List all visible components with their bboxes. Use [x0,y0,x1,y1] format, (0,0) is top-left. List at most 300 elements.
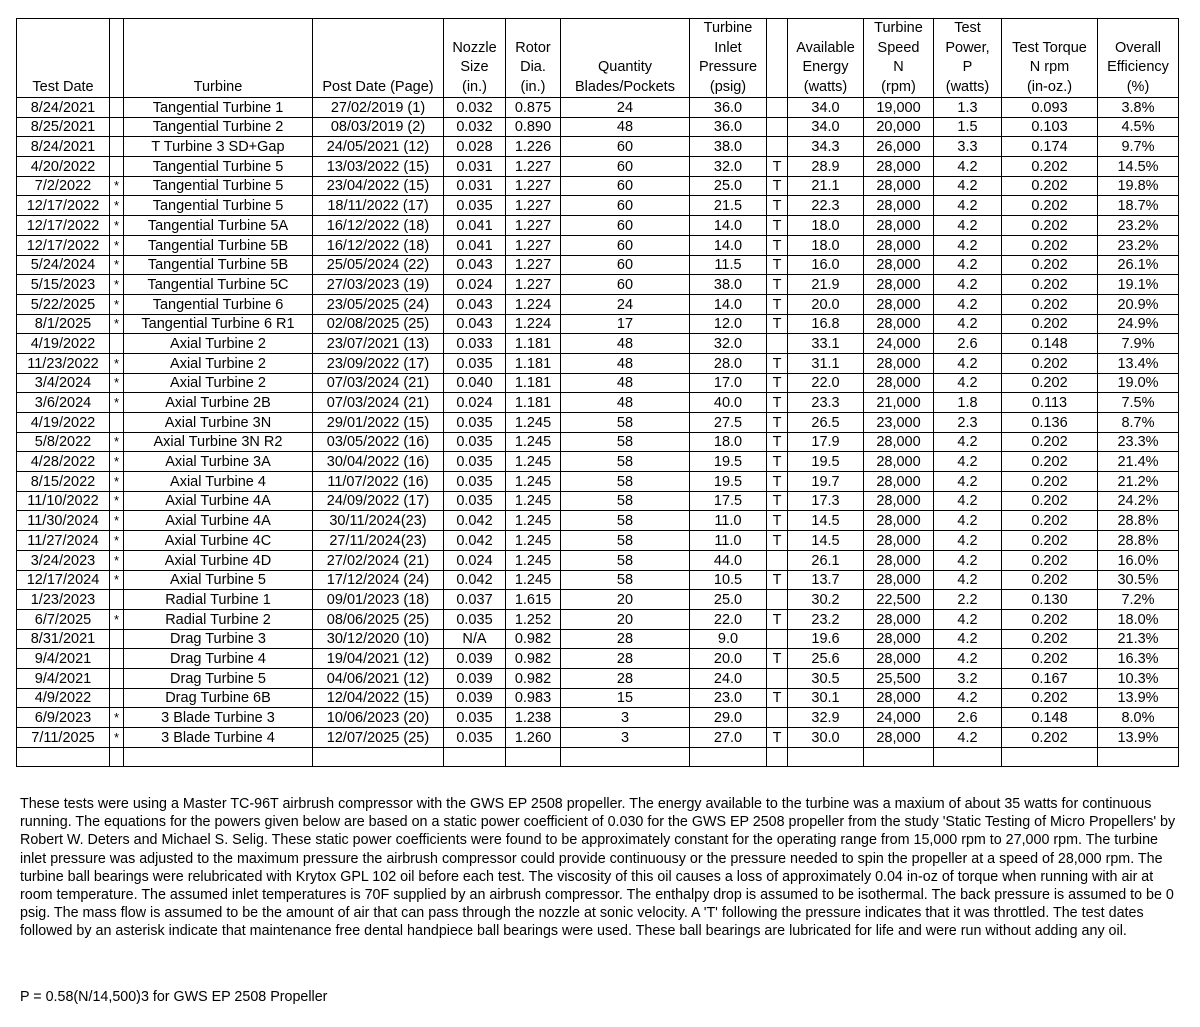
rotor-dia-cell: 1.252 [506,609,561,629]
nozzle-size-cell: 0.024 [444,275,506,295]
nozzle-size-cell: 0.024 [444,550,506,570]
turbine-cell: 3 Blade Turbine 3 [124,708,313,728]
available-energy-cell: 30.5 [788,668,864,688]
rotor-dia-cell: 1.245 [506,491,561,511]
throttle-flag-cell: T [767,294,788,314]
nozzle-size-cell: 0.035 [444,452,506,472]
blade-quantity-cell: 3 [561,728,690,748]
throttle-flag-cell: T [767,728,788,748]
blade-quantity-cell: 48 [561,373,690,393]
turbine-cell: Tangential Turbine 1 [124,98,313,118]
inlet-pressure-cell: 36.0 [690,117,767,137]
post-date-cell: 23/05/2025 (24) [313,294,444,314]
rotor-dia-cell: 1.181 [506,373,561,393]
throttle-flag-cell: T [767,511,788,531]
inlet-pressure-cell: 27.5 [690,413,767,433]
available-energy-cell: 34.3 [788,137,864,157]
table-row [17,275,1179,295]
table-row [17,393,1179,413]
header-line: Available [796,39,855,56]
post-date-cell: 13/03/2022 (15) [313,157,444,177]
test-date-cell: 7/2/2022 [17,176,110,196]
turbine-speed-cell: 24,000 [864,334,934,354]
throttle-flag-cell: T [767,688,788,708]
header-line: (psig) [709,78,747,95]
turbine-speed-cell: 28,000 [864,570,934,590]
table-row [17,334,1179,354]
blade-quantity-cell: 58 [561,452,690,472]
turbine-speed-cell: 28,000 [864,472,934,492]
inlet-pressure-cell: 19.5 [690,452,767,472]
bearing-flag-cell [110,629,124,649]
nozzle-size-cell: 0.042 [444,570,506,590]
nozzle-size-cell: 0.040 [444,373,506,393]
test-torque-cell: 0.202 [1002,294,1098,314]
nozzle-size-cell: 0.031 [444,157,506,177]
turbine-speed-cell: 22,500 [864,590,934,610]
bearing-flag-cell: * [110,452,124,472]
header-line: Size [460,59,489,75]
blade-quantity-cell: 60 [561,196,690,216]
nozzle-size-cell: 0.028 [444,137,506,157]
overall-efficiency-cell: 23.3% [1098,432,1179,452]
test-power-cell: 4.2 [934,255,1002,275]
available-energy-cell: 30.1 [788,688,864,708]
throttle-flag-cell: T [767,570,788,590]
test-date-cell: 5/8/2022 [17,432,110,452]
available-energy-cell: 19.5 [788,452,864,472]
empty-cell [506,747,561,766]
inlet-pressure-cell: 20.0 [690,649,767,669]
header-line: Efficiency [1107,59,1169,75]
throttle-flag-cell: T [767,255,788,275]
overall-efficiency-cell: 24.2% [1098,491,1179,511]
turbine-cell: Axial Turbine 5 [124,570,313,590]
turbine-speed-cell: 23,000 [864,413,934,433]
throttle-flag-cell: T [767,353,788,373]
overall-efficiency-cell: 26.1% [1098,255,1179,275]
header-line: Test Date [32,78,94,95]
post-date-cell: 07/03/2024 (21) [313,393,444,413]
inlet-pressure-cell: 25.0 [690,176,767,196]
test-date-cell: 1/23/2023 [17,590,110,610]
available-energy-cell: 23.3 [788,393,864,413]
turbine-cell: Tangential Turbine 5A [124,216,313,236]
test-torque-cell: 0.202 [1002,373,1098,393]
test-torque-cell: 0.148 [1002,334,1098,354]
inlet-pressure-cell: 36.0 [690,98,767,118]
inlet-pressure-cell: 38.0 [690,137,767,157]
rotor-dia-cell: 1.227 [506,176,561,196]
throttle-flag-cell [767,708,788,728]
overall-efficiency-cell: 20.9% [1098,294,1179,314]
test-power-cell: 2.6 [934,708,1002,728]
header-throttle-flag [767,19,788,98]
post-date-cell: 04/06/2021 (12) [313,668,444,688]
inlet-pressure-cell: 22.0 [690,609,767,629]
test-torque-cell: 0.202 [1002,491,1098,511]
turbine-speed-cell: 25,500 [864,668,934,688]
test-date-cell: 8/1/2025 [17,314,110,334]
bearing-flag-cell [110,137,124,157]
turbine-speed-cell: 19,000 [864,98,934,118]
header-line: Speed [877,39,920,56]
turbine-speed-cell: 28,000 [864,531,934,551]
turbine-cell: Drag Turbine 5 [124,668,313,688]
rotor-dia-cell: 1.245 [506,570,561,590]
test-power-cell: 4.2 [934,688,1002,708]
rotor-dia-cell: 1.224 [506,314,561,334]
post-date-cell: 27/02/2024 (21) [313,550,444,570]
throttle-flag-cell: T [767,275,788,295]
test-date-cell: 8/24/2021 [17,98,110,118]
test-power-cell: 4.2 [934,196,1002,216]
post-date-cell: 10/06/2023 (20) [313,708,444,728]
inlet-pressure-cell: 11.0 [690,531,767,551]
turbine-cell: Axial Turbine 4A [124,511,313,531]
test-torque-cell: 0.202 [1002,629,1098,649]
empty-cell [690,747,767,766]
bearing-flag-cell: * [110,432,124,452]
available-energy-cell: 33.1 [788,334,864,354]
table-row [17,609,1179,629]
blade-quantity-cell: 48 [561,117,690,137]
test-power-cell: 4.2 [934,511,1002,531]
blade-quantity-cell: 24 [561,98,690,118]
table-row [17,511,1179,531]
header-nozzle-size [444,19,506,98]
test-torque-cell: 0.202 [1002,353,1098,373]
overall-efficiency-cell: 4.5% [1098,117,1179,137]
overall-efficiency-cell: 23.2% [1098,216,1179,236]
available-energy-cell: 16.8 [788,314,864,334]
bearing-flag-cell [110,413,124,433]
header-bearing-flag [110,19,124,98]
overall-efficiency-cell: 7.9% [1098,334,1179,354]
header-turbine-speed [864,19,934,98]
throttle-flag-cell: T [767,393,788,413]
test-date-cell: 4/20/2022 [17,157,110,177]
available-energy-cell: 14.5 [788,531,864,551]
available-energy-cell: 17.3 [788,491,864,511]
blade-quantity-cell: 58 [561,491,690,511]
test-torque-cell: 0.167 [1002,668,1098,688]
table-row [17,157,1179,177]
table-row [17,216,1179,236]
test-date-cell: 11/27/2024 [17,531,110,551]
table-row [17,688,1179,708]
turbine-speed-cell: 28,000 [864,255,934,275]
available-energy-cell: 32.9 [788,708,864,728]
overall-efficiency-cell: 16.3% [1098,649,1179,669]
throttle-flag-cell: T [767,216,788,236]
turbine-cell: Tangential Turbine 6 [124,294,313,314]
turbine-speed-cell: 28,000 [864,353,934,373]
nozzle-size-cell: 0.042 [444,511,506,531]
header-rotor-dia [506,19,561,98]
test-torque-cell: 0.202 [1002,609,1098,629]
bearing-flag-cell [110,649,124,669]
header-line: Turbine [703,20,753,36]
turbine-speed-cell: 28,000 [864,176,934,196]
test-date-cell: 8/31/2021 [17,629,110,649]
test-torque-cell: 0.103 [1002,117,1098,137]
turbine-speed-cell: 20,000 [864,117,934,137]
test-torque-cell: 0.130 [1002,590,1098,610]
table-row [17,176,1179,196]
post-date-cell: 02/08/2025 (25) [313,314,444,334]
blade-quantity-cell: 60 [561,176,690,196]
empty-cell [124,747,313,766]
turbine-speed-cell: 28,000 [864,196,934,216]
post-date-cell: 27/11/2024(23) [313,531,444,551]
post-date-cell: 24/09/2022 (17) [313,491,444,511]
nozzle-size-cell: 0.024 [444,393,506,413]
turbine-cell: Axial Turbine 2B [124,393,313,413]
turbine-cell: Axial Turbine 2 [124,353,313,373]
overall-efficiency-cell: 28.8% [1098,531,1179,551]
nozzle-size-cell: 0.035 [444,609,506,629]
bearing-flag-cell [110,590,124,610]
turbine-cell: 3 Blade Turbine 4 [124,728,313,748]
available-energy-cell: 31.1 [788,353,864,373]
header-line: P [962,59,973,75]
post-date-cell: 23/09/2022 (17) [313,353,444,373]
table-row [17,413,1179,433]
header-line: Quantity [598,59,652,75]
available-energy-cell: 13.7 [788,570,864,590]
test-power-cell: 1.5 [934,117,1002,137]
nozzle-size-cell: N/A [444,629,506,649]
test-power-cell: 2.3 [934,413,1002,433]
post-date-cell: 09/01/2023 (18) [313,590,444,610]
turbine-speed-cell: 28,000 [864,649,934,669]
empty-cell [788,747,864,766]
test-power-cell: 2.2 [934,590,1002,610]
blade-quantity-cell: 58 [561,472,690,492]
blade-quantity-cell: 48 [561,393,690,413]
available-energy-cell: 26.5 [788,413,864,433]
header-test-date [17,19,110,98]
table-row [17,649,1179,669]
nozzle-size-cell: 0.039 [444,668,506,688]
header-inlet-pressure [690,19,767,98]
nozzle-size-cell: 0.042 [444,531,506,551]
header-test-power [934,19,1002,98]
overall-efficiency-cell: 13.4% [1098,353,1179,373]
turbine-cell: Axial Turbine 4 [124,472,313,492]
nozzle-size-cell: 0.041 [444,216,506,236]
table-row [17,314,1179,334]
header-line: (in-oz.) [1026,78,1073,95]
available-energy-cell: 21.1 [788,176,864,196]
nozzle-size-cell: 0.043 [444,314,506,334]
bearing-flag-cell: * [110,472,124,492]
post-date-cell: 16/12/2022 (18) [313,235,444,255]
available-energy-cell: 34.0 [788,117,864,137]
bearing-flag-cell: * [110,708,124,728]
overall-efficiency-cell: 10.3% [1098,668,1179,688]
overall-efficiency-cell: 23.2% [1098,235,1179,255]
header-line: Blades/Pockets [575,78,675,95]
rotor-dia-cell: 1.227 [506,216,561,236]
bearing-flag-cell: * [110,235,124,255]
test-power-cell: 4.2 [934,176,1002,196]
table-row [17,235,1179,255]
header-line: Post Date (Page) [322,78,434,95]
header-line: (watts) [803,78,848,95]
turbine-cell: Radial Turbine 2 [124,609,313,629]
blade-quantity-cell: 60 [561,137,690,157]
test-power-cell: 4.2 [934,550,1002,570]
throttle-flag-cell: T [767,235,788,255]
test-date-cell: 6/9/2023 [17,708,110,728]
available-energy-cell: 22.3 [788,196,864,216]
blade-quantity-cell: 20 [561,609,690,629]
nozzle-size-cell: 0.035 [444,353,506,373]
nozzle-size-cell: 0.031 [444,176,506,196]
nozzle-size-cell: 0.035 [444,196,506,216]
table-row [17,353,1179,373]
turbine-speed-cell: 28,000 [864,728,934,748]
test-torque-cell: 0.202 [1002,531,1098,551]
test-date-cell: 12/17/2022 [17,216,110,236]
test-power-cell: 3.3 [934,137,1002,157]
bearing-flag-cell: * [110,728,124,748]
inlet-pressure-cell: 11.5 [690,255,767,275]
bearing-flag-cell: * [110,275,124,295]
table-row [17,708,1179,728]
available-energy-cell: 22.0 [788,373,864,393]
table-row [17,531,1179,551]
overall-efficiency-cell: 21.3% [1098,629,1179,649]
test-torque-cell: 0.202 [1002,314,1098,334]
table-row [17,590,1179,610]
header-line: Rotor [515,39,551,56]
test-power-cell: 4.2 [934,629,1002,649]
test-torque-cell: 0.202 [1002,157,1098,177]
test-date-cell: 4/19/2022 [17,334,110,354]
nozzle-size-cell: 0.039 [444,649,506,669]
rotor-dia-cell: 1.227 [506,255,561,275]
test-torque-cell: 0.202 [1002,472,1098,492]
available-energy-cell: 34.0 [788,98,864,118]
throttle-flag-cell: T [767,157,788,177]
test-power-cell: 4.2 [934,294,1002,314]
test-date-cell: 8/15/2022 [17,472,110,492]
test-torque-cell: 0.202 [1002,728,1098,748]
test-power-cell: 4.2 [934,491,1002,511]
turbine-speed-cell: 28,000 [864,452,934,472]
rotor-dia-cell: 0.983 [506,688,561,708]
turbine-cell: Tangential Turbine 5B [124,255,313,275]
rotor-dia-cell: 1.245 [506,472,561,492]
empty-cell [767,747,788,766]
header-line: (watts) [945,78,990,95]
post-date-cell: 30/12/2020 (10) [313,629,444,649]
header-line: Inlet [714,39,742,56]
blade-quantity-cell: 58 [561,531,690,551]
turbine-speed-cell: 28,000 [864,688,934,708]
throttle-flag-cell [767,668,788,688]
available-energy-cell: 18.0 [788,216,864,236]
throttle-flag-cell: T [767,452,788,472]
turbine-speed-cell: 28,000 [864,609,934,629]
test-torque-cell: 0.202 [1002,216,1098,236]
turbine-test-table [16,18,1179,767]
rotor-dia-cell: 1.227 [506,157,561,177]
table-row [17,255,1179,275]
post-date-cell: 23/04/2022 (15) [313,176,444,196]
table-row [17,373,1179,393]
turbine-speed-cell: 28,000 [864,275,934,295]
test-date-cell: 11/10/2022 [17,491,110,511]
overall-efficiency-cell: 19.1% [1098,275,1179,295]
overall-efficiency-cell: 19.0% [1098,373,1179,393]
nozzle-size-cell: 0.039 [444,688,506,708]
throttle-flag-cell [767,629,788,649]
table-row [17,98,1179,118]
header-post-date [313,19,444,98]
post-date-cell: 30/04/2022 (16) [313,452,444,472]
header-line: Pressure [698,59,758,75]
turbine-cell: Axial Turbine 4D [124,550,313,570]
turbine-cell: Tangential Turbine 5C [124,275,313,295]
nozzle-size-cell: 0.037 [444,590,506,610]
turbine-speed-cell: 21,000 [864,393,934,413]
nozzle-size-cell: 0.035 [444,728,506,748]
turbine-cell: T Turbine 3 SD+Gap [124,137,313,157]
blade-quantity-cell: 17 [561,314,690,334]
inlet-pressure-cell: 18.0 [690,432,767,452]
empty-row [17,747,1179,766]
available-energy-cell: 14.5 [788,511,864,531]
inlet-pressure-cell: 29.0 [690,708,767,728]
available-energy-cell: 25.6 [788,649,864,669]
post-date-cell: 03/05/2022 (16) [313,432,444,452]
overall-efficiency-cell: 19.8% [1098,176,1179,196]
test-torque-cell: 0.202 [1002,570,1098,590]
rotor-dia-cell: 1.245 [506,432,561,452]
blade-quantity-cell: 15 [561,688,690,708]
rotor-dia-cell: 1.245 [506,413,561,433]
turbine-speed-cell: 28,000 [864,550,934,570]
blade-quantity-cell: 60 [561,216,690,236]
empty-cell [864,747,934,766]
header-turbine [124,19,313,98]
blade-quantity-cell: 58 [561,550,690,570]
test-date-cell: 9/4/2021 [17,668,110,688]
bearing-flag-cell: * [110,353,124,373]
header-overall-efficiency [1098,19,1179,98]
test-torque-cell: 0.174 [1002,137,1098,157]
test-date-cell: 12/17/2022 [17,196,110,216]
throttle-flag-cell: T [767,176,788,196]
turbine-test-table-container [16,18,1179,767]
table-row [17,117,1179,137]
blade-quantity-cell: 60 [561,255,690,275]
test-torque-cell: 0.202 [1002,550,1098,570]
test-power-cell: 4.2 [934,216,1002,236]
turbine-speed-cell: 28,000 [864,511,934,531]
post-date-cell: 29/01/2022 (15) [313,413,444,433]
post-date-cell: 30/11/2024(23) [313,511,444,531]
available-energy-cell: 16.0 [788,255,864,275]
turbine-cell: Axial Turbine 2 [124,373,313,393]
post-date-cell: 12/04/2022 (15) [313,688,444,708]
test-date-cell: 7/11/2025 [17,728,110,748]
overall-efficiency-cell: 3.8% [1098,98,1179,118]
